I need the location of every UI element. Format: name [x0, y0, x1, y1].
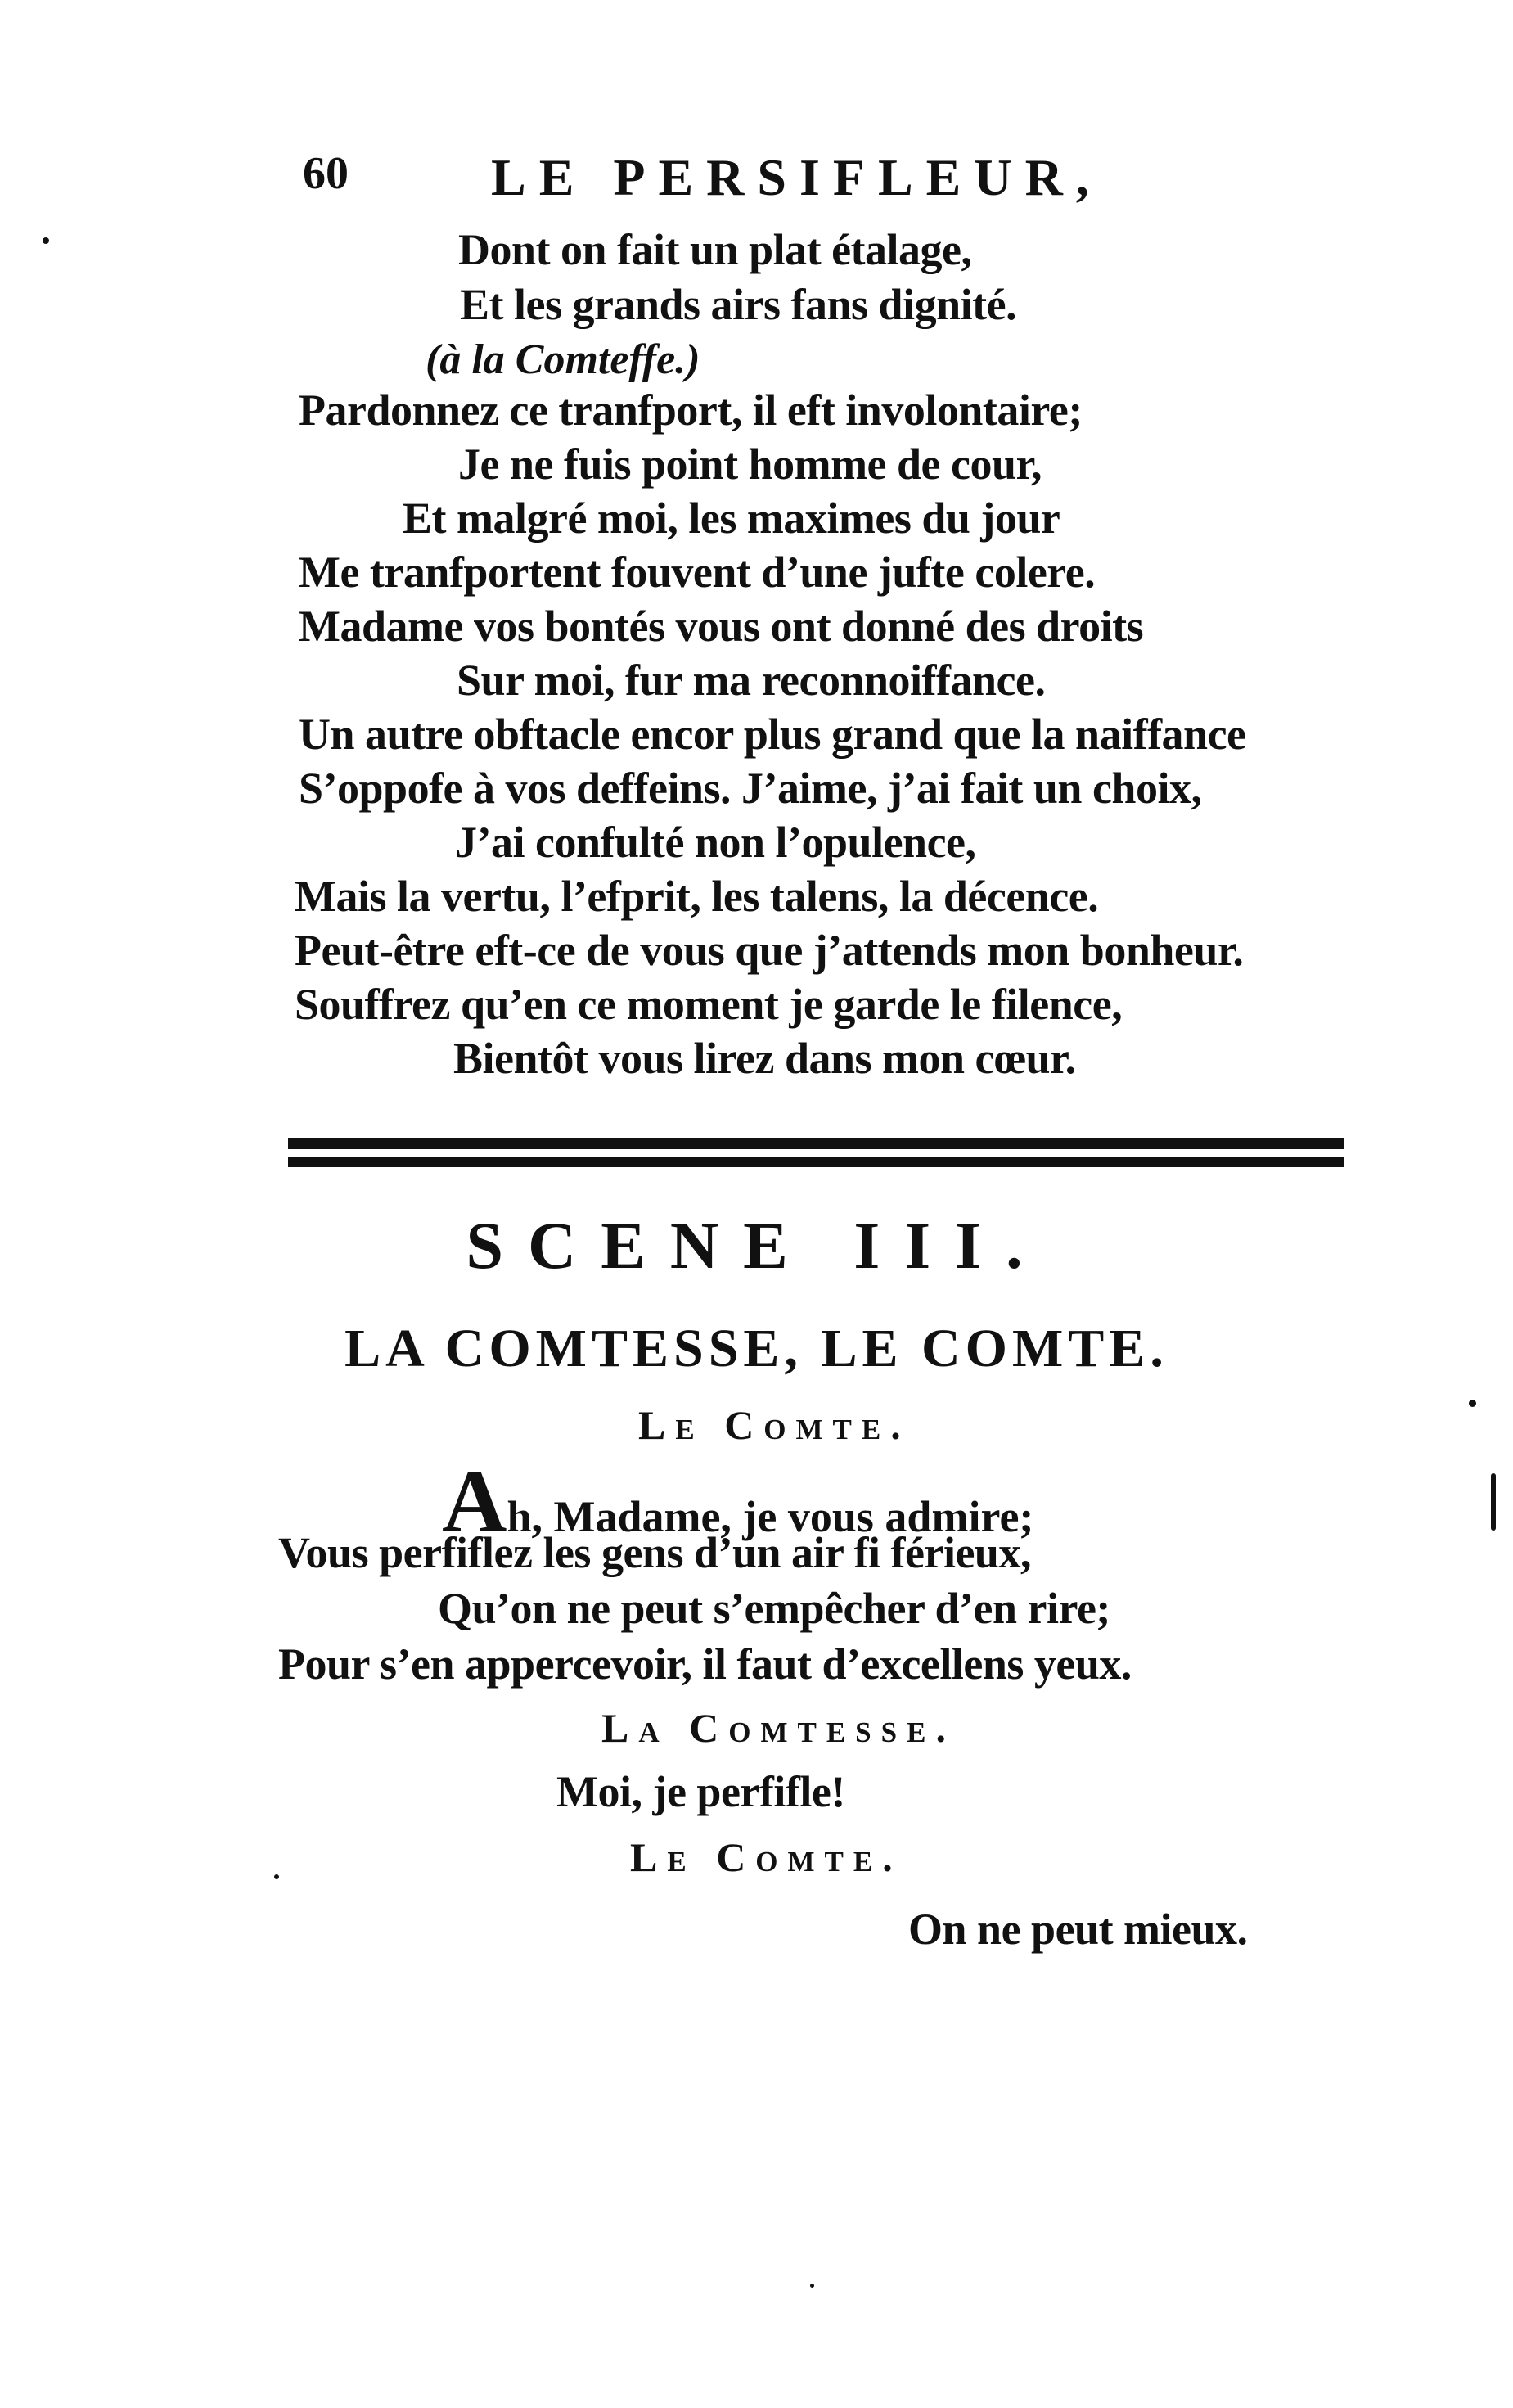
speaker-name: La Comtesse. [601, 1705, 956, 1751]
ink-mark [1491, 1473, 1496, 1531]
verse-line: Dont on fait un plat étalage, [458, 225, 972, 274]
verse-line: Un autre obftacle encor plus grand que la naiffance [299, 710, 1246, 759]
page-number: 60 [303, 148, 349, 199]
ink-speck [1469, 1400, 1476, 1407]
verse-line: Et les grands airs fans dignité. [460, 280, 1017, 329]
speaker-name: Le Comte. [638, 1402, 911, 1448]
speaker-name: Le Comte. [630, 1834, 903, 1880]
verse-line: Souffrez qu’en ce moment je garde le filence, [295, 980, 1123, 1029]
page-header [303, 147, 1154, 221]
verse-line: J’ai confulté non l’opulence, [455, 818, 976, 867]
dropcap-letter: A [442, 1451, 507, 1551]
ornamental-rule [288, 1157, 1344, 1167]
verse-line: Qu’on ne peut s’empêcher d’en rire; [438, 1584, 1110, 1633]
verse-line: Mais la vertu, l’efprit, les talens, la décence. [295, 872, 1099, 921]
ornamental-rule [288, 1138, 1344, 1149]
ink-speck [43, 237, 49, 244]
verse-line: Bientôt vous lirez dans mon cœur. [453, 1034, 1076, 1083]
verse-line: Madame vos bontés vous ont donné des droits [299, 602, 1144, 651]
scene-characters: LA COMTESSE, LE COMTE. [344, 1319, 1169, 1378]
verse-line: Vous perfiflez les gens d’un air fi férieux, [278, 1528, 1031, 1577]
verse-line: Moi, je perfifle! [556, 1767, 845, 1816]
scene-title: SCENE III. [466, 1208, 1047, 1283]
ink-speck [810, 2284, 814, 2288]
verse-line: Pour s’en appercevoir, il faut d’excellens yeux. [278, 1639, 1132, 1689]
verse-line: S’oppofe à vos deffeins. J’aime, j’ai fait un choix, [299, 764, 1202, 813]
verse-line: Sur moi, fur ma reconnoiffance. [457, 656, 1046, 705]
running-head: LE PERSIFLEUR, [491, 148, 1102, 206]
verse-line: Peut-être eft-ce de vous que j’attends mon bonheur. [295, 926, 1244, 975]
stage-direction: (à la Comteffe.) [426, 336, 700, 383]
verse-line: Me tranfportent fouvent d’une jufte colere. [299, 548, 1096, 597]
verse-line: On ne peut mieux. [908, 1905, 1248, 1954]
verse-line: Je ne fuis point homme de cour, [458, 440, 1042, 489]
ink-speck [274, 1874, 279, 1879]
verse-line: Et malgré moi, les maximes du jour [403, 494, 1060, 543]
dropcap-rest: h, Madame, je vous admire; [507, 1492, 1034, 1541]
verse-line: Pardonnez ce tranfport, il eft involontaire; [299, 386, 1083, 435]
